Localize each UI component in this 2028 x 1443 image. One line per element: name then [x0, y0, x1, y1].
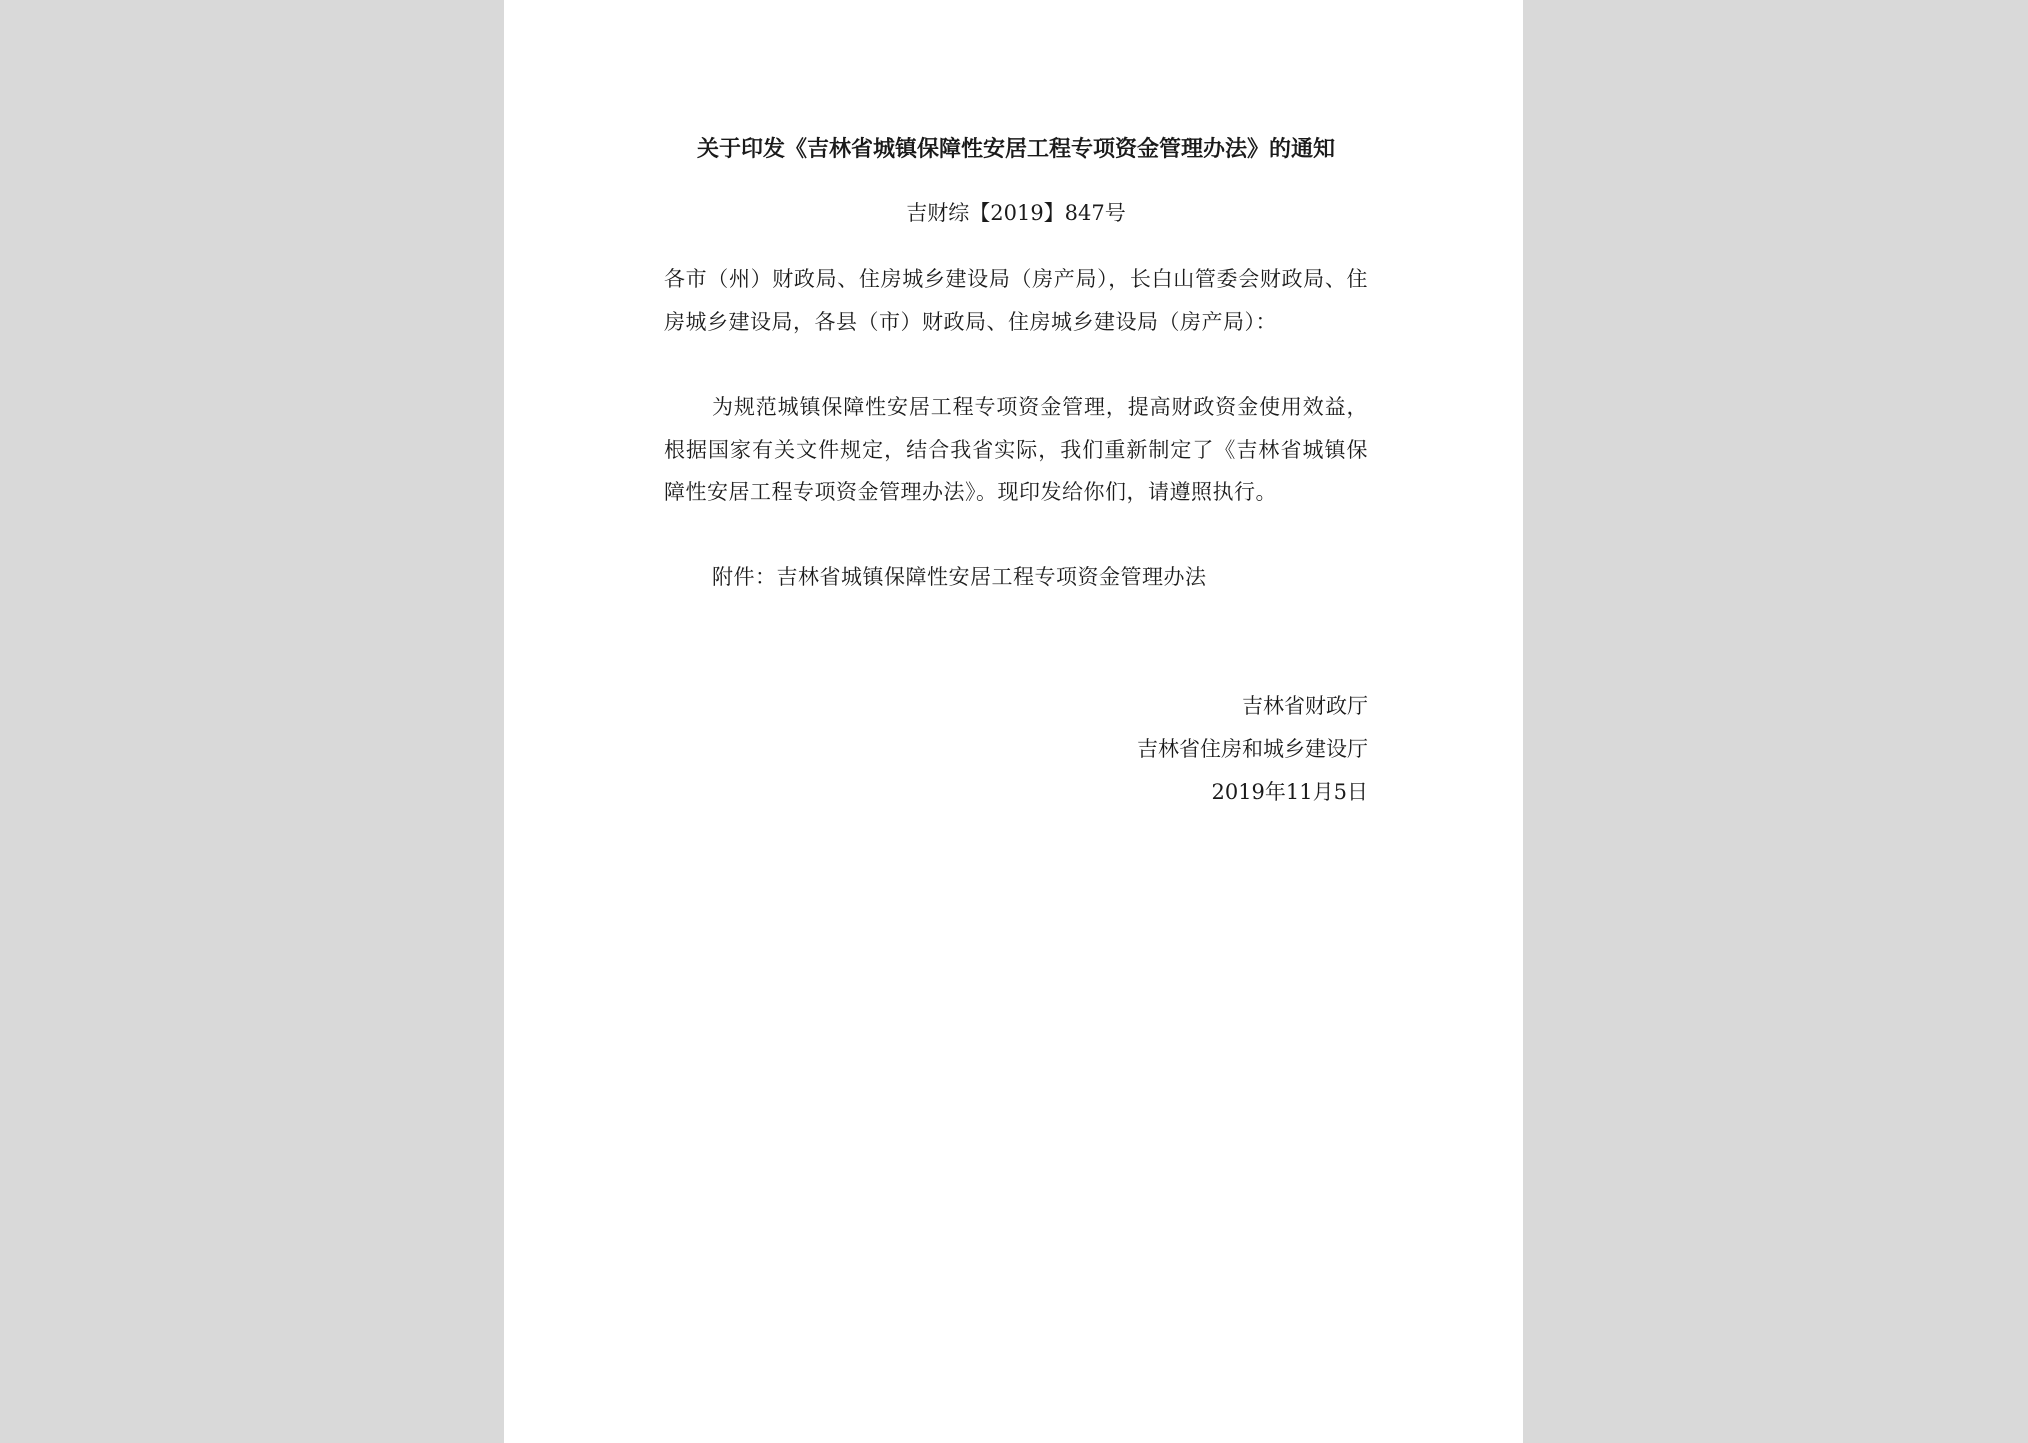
attachment-line: 附件：吉林省城镇保障性安居工程专项资金管理办法 [712, 565, 1207, 589]
document-title: 关于印发《吉林省城镇保障性安居工程专项资金管理办法》的通知 [696, 136, 1335, 162]
signature-date: 2019年11月5日 [1211, 780, 1368, 804]
signature-finance-dept: 吉林省财政厅 [1242, 694, 1368, 718]
body-paragraph: 为规范城镇保障性安居工程专项资金管理，提高财政资金使用效益，根据国家有关文件规定，结合我省实际，我们重新制定了《吉林省城镇保障性安居工程专项资金管理办法》。现印发给你们，请遵照执行。 [664, 395, 1368, 504]
document-number: 吉财综【2019】847号 [906, 201, 1126, 225]
document-page [504, 0, 1523, 1443]
addressee-paragraph: 各市（州）财政局、住房城乡建设局（房产局），长白山管委会财政局、住房城乡建设局，各县（市）财政局、住房城乡建设局（房产局）： [664, 267, 1368, 334]
signature-housing-dept: 吉林省住房和城乡建设厅 [1137, 737, 1368, 761]
